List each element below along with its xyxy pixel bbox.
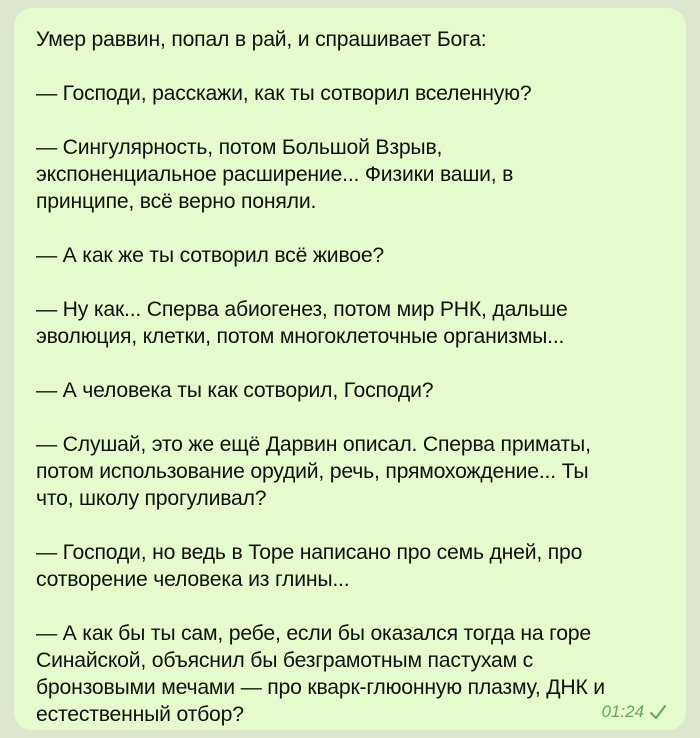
message-paragraph: — Господи, расскажи, как ты сотворил вселенную? — [36, 82, 532, 105]
message-bubble[interactable] — [14, 8, 686, 730]
message-paragraph: — Ну как... Сперва абиогенез, потом мир РНК, дальше эволюция, клетки, потом многоклеточные организмы... — [36, 298, 568, 348]
single-check-icon — [648, 702, 668, 722]
message-paragraph: — Слушай, это же ещё Дарвин описал. Сперва приматы, потом использование орудий, речь, прямохождение... Ты что, школу прогуливал? — [36, 433, 591, 510]
message-paragraph: — А как же ты сотворил всё живое? — [36, 244, 385, 267]
message-time: 01:24 — [601, 702, 644, 721]
message-meta — [601, 702, 668, 722]
message-paragraph: — А как бы ты сам, ребе, если бы оказался тогда на горе Синайской, объяснил бы безграмотным пастухам с бронзовыми мечами — про кварк-глюонную плазму, ДНК и естественный отбор? — [36, 622, 605, 726]
message-paragraph: — Сингулярность, потом Большой Взрыв, экспоненциальное расширение... Физики ваши, в принципе, всё верно поняли. — [36, 136, 514, 213]
message-paragraph: Умер раввин, попал в рай, и спрашивает Бога: — [36, 28, 487, 51]
message-paragraph: — А человека ты как сотворил, Господи? — [36, 379, 434, 402]
message-paragraph: — Господи, но ведь в Торе написано про семь дней, про сотворение человека из глины... — [36, 541, 583, 591]
